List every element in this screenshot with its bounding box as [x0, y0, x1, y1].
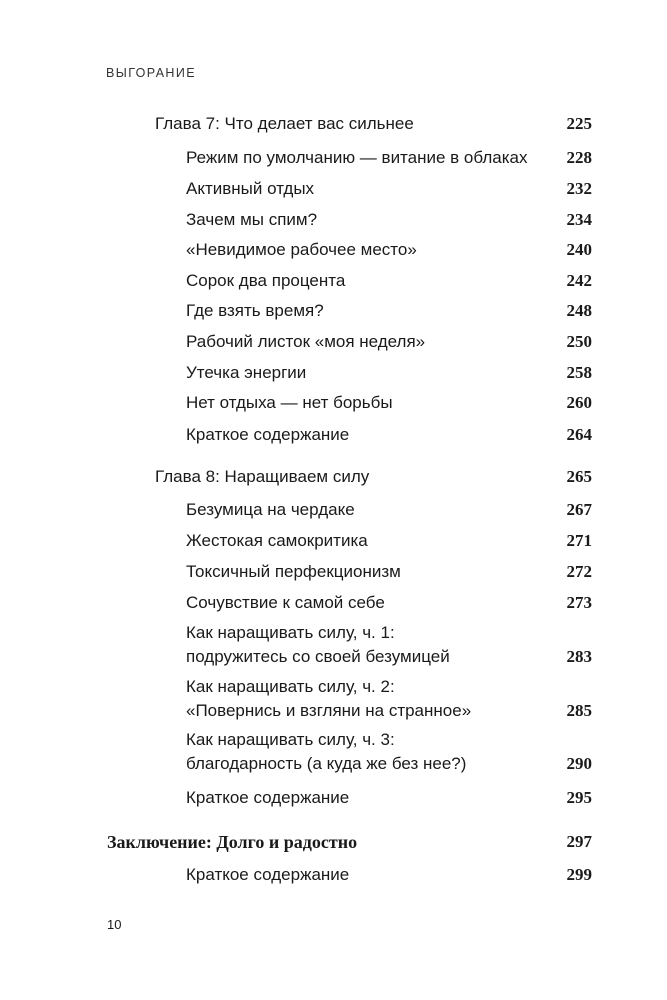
toc-entry-page: 267 [566, 500, 592, 519]
toc-entry-page: 258 [566, 363, 592, 382]
toc-entry-title: Глава 7: Что делает вас сильнее [155, 114, 414, 133]
toc-entry-page: 242 [566, 271, 592, 290]
toc-entry-section [186, 591, 592, 615]
toc-entry-chapter [155, 465, 592, 489]
toc-entry-conclusion [107, 830, 592, 854]
toc-entry-page: 271 [566, 531, 592, 550]
toc-entry-title: «Невидимое рабочее место» [186, 240, 417, 259]
toc-entry-title: Утечка энергии [186, 363, 307, 382]
toc-entry-page: 283 [566, 647, 592, 666]
toc-entry-title: Сочувствие к самой себе [186, 593, 385, 612]
toc-entry-section [186, 299, 592, 323]
toc-entry-title: Токсичный перфекционизм [186, 562, 401, 581]
toc-entry-section [186, 269, 592, 293]
running-head: ВЫГОРАНИЕ [106, 66, 196, 80]
toc-entry-title: Краткое содержание [186, 788, 350, 807]
toc-entry-title: Активный отдых [186, 179, 315, 198]
toc-entry-title: Как наращивать силу, ч. 3: благодарность (а куда же без нее?) [186, 730, 467, 773]
toc-entry-title: Безумица на чердаке [186, 500, 355, 519]
toc-entry-page: 232 [566, 179, 592, 198]
toc-entry-page: 290 [566, 754, 592, 773]
toc-entry-title: Рабочий листок «моя неделя» [186, 332, 426, 351]
toc-entry-page: 295 [566, 788, 592, 807]
toc-entry-section [186, 529, 592, 553]
toc-entry-page: 234 [566, 210, 592, 229]
toc-entry-section [186, 177, 592, 201]
toc-entry-section [186, 361, 592, 385]
toc-entry-title: Жестокая самокритика [186, 531, 368, 550]
toc-entry-page: 299 [566, 865, 592, 884]
toc-entry-section [186, 238, 592, 262]
toc-entry-page: 228 [566, 148, 592, 167]
toc-entry-page: 285 [566, 701, 592, 720]
toc-entry-section [186, 423, 592, 447]
toc-entry-page: 297 [566, 832, 592, 851]
toc-entry-page: 272 [566, 562, 592, 581]
toc-entry-title: Сорок два процента [186, 271, 346, 290]
toc-entry-title: Режим по умолчанию — витание в облаках [186, 148, 528, 167]
toc-entry-page: 264 [566, 425, 592, 444]
toc-entry-title: Как наращивать силу, ч. 2: «Повернись и взгляни на странное» [186, 677, 472, 720]
toc-entry-title: Как наращивать силу, ч. 1: подружитесь со своей безумицей [186, 623, 450, 666]
toc-entry-title: Где взять время? [186, 301, 324, 320]
toc-entry-title: Зачем мы спим? [186, 210, 318, 229]
toc-entry-section [186, 560, 592, 584]
toc-entry-section [186, 621, 592, 669]
toc-entry-page: 273 [566, 593, 592, 612]
toc-entry-title: Краткое содержание [186, 425, 350, 444]
toc-entry-page: 260 [566, 393, 592, 412]
page-number: 10 [107, 917, 122, 932]
toc-entry-title: Нет отдыха — нет борьбы [186, 393, 393, 412]
toc-entry-title: Заключение: Долго и радостно [107, 832, 358, 852]
toc-entry-section [186, 498, 592, 522]
toc-entry-chapter [155, 112, 592, 136]
toc-entry-page: 250 [566, 332, 592, 351]
toc-entry-section [186, 728, 592, 776]
toc-entry-title: Глава 8: Наращиваем силу [155, 467, 370, 486]
toc-entry-section [186, 146, 592, 170]
toc-entry-page: 240 [566, 240, 592, 259]
toc-entry-page: 265 [566, 467, 592, 486]
toc-entry-page: 248 [566, 301, 592, 320]
toc-entry-section [186, 786, 592, 810]
toc-entry-section [186, 863, 592, 887]
toc-entry-page: 225 [566, 114, 592, 133]
toc-entry-section [186, 330, 592, 354]
toc-entry-section [186, 208, 592, 232]
toc-entry-section [186, 675, 592, 723]
toc-entry-section [186, 391, 592, 415]
toc-entry-title: Краткое содержание [186, 865, 350, 884]
